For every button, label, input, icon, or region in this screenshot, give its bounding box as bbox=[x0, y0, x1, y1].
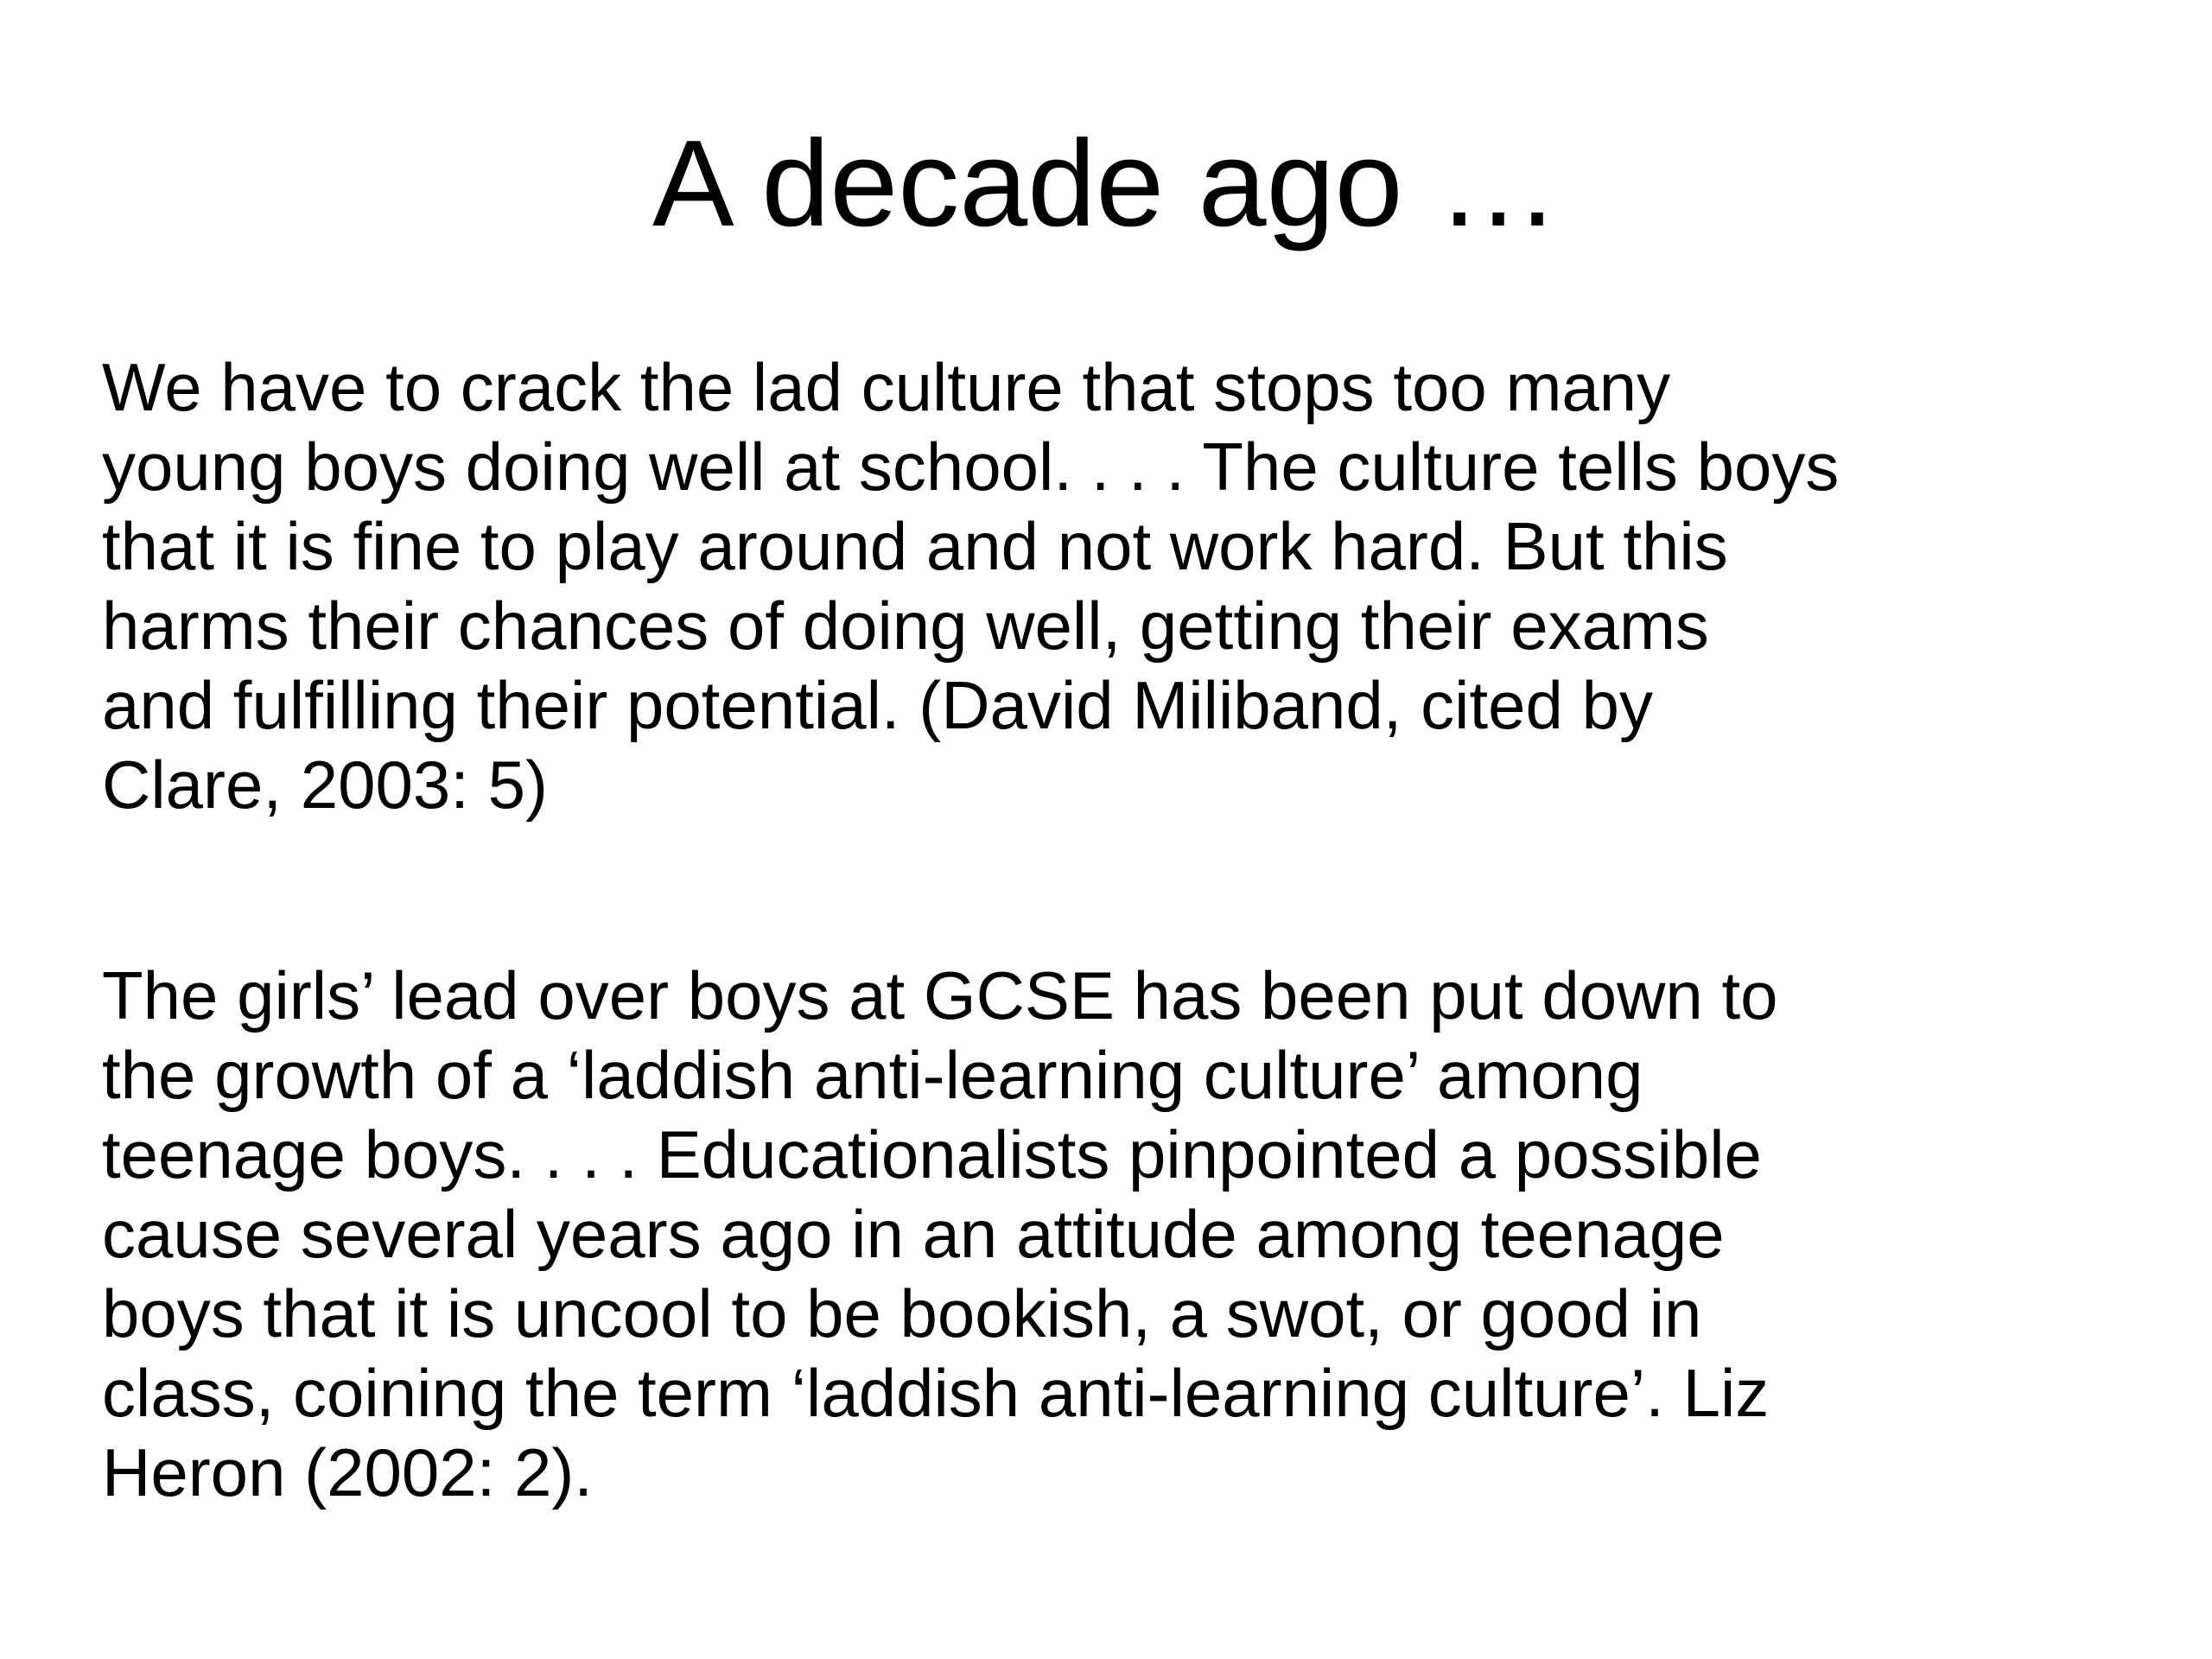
quote-miliband: We have to crack the lad culture that stops too many young boys doing well at school. . . . The culture tells boys that it is fine to play around and not work hard. But this harms their chances of doing well, getting their exams and fulfilling their potential. (David Miliband, cited by Clare, 2003: 5) bbox=[102, 349, 1840, 823]
slide-body bbox=[102, 347, 2124, 1512]
slide-title: A decade ago … bbox=[652, 115, 1560, 252]
quote-heron: The girls’ lead over boys at GCSE has been put down to the growth of a ‘laddish anti-learning culture’ among teenage boys. . . . Educationalists pinpointed a possible cause several years ago in an attitude among teenage boys that it is uncool to be bookish, a swot, or good in class, coining the term ‘laddish anti-learning culture’. Liz Heron (2002: 2). bbox=[102, 957, 1778, 1510]
